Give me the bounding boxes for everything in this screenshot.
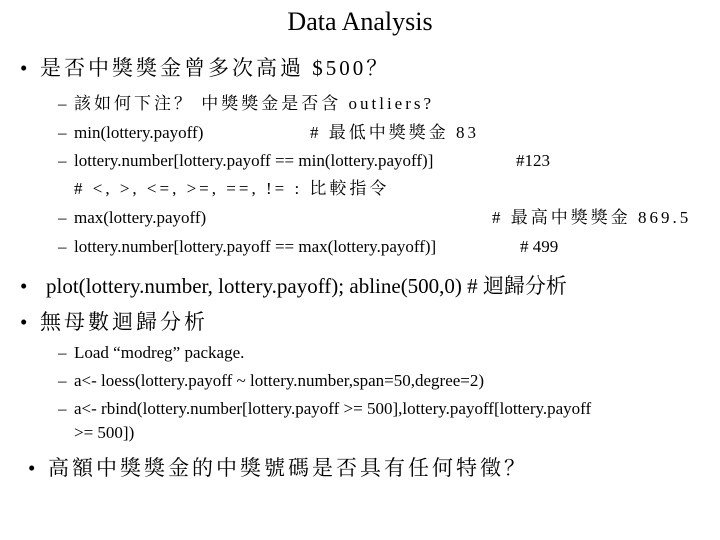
code-comment: # 499 [520, 237, 559, 256]
code-comment: #123 [516, 151, 550, 170]
dash-marker: – [58, 151, 67, 170]
sub-item-continuation [74, 422, 134, 444]
code-comment: # 最低中獎獎金 83 [310, 123, 479, 142]
slide-title: Data Analysis [287, 7, 433, 36]
code-text: max(lottery.payoff) [74, 208, 207, 227]
sub-item-text: 該如何下注？ 中獎獎金是否含 outliers? [74, 94, 435, 113]
dash-marker: – [58, 208, 67, 227]
bullet-marker: • [20, 310, 28, 334]
bullet-marker: • [28, 456, 36, 480]
bullet-text: 無母數迴歸分析 [40, 310, 208, 334]
sub-item-continuation [74, 178, 389, 200]
dash-marker: – [58, 237, 67, 256]
dash-marker: – [58, 343, 67, 362]
bullet-text: plot(lottery.number, lottery.payoff); abline(500,0) # 迴歸分析 [46, 274, 567, 298]
bullet-text: 高額中獎獎金的中獎號碼是否具有任何特徵？ [48, 456, 528, 480]
code-text: lottery.number[lottery.payoff == max(lottery.payoff)] [74, 237, 437, 256]
bullet-marker: • [20, 274, 28, 298]
code-comment: # 最高中獎獎金 869.5 [492, 208, 692, 227]
dash-marker: – [58, 399, 67, 418]
bullet-text: 是否中獎獎金曾多次高過 $500？ [40, 56, 391, 80]
dash-marker: – [58, 371, 67, 390]
code-text: min(lottery.payoff) [74, 123, 204, 142]
sub-item-text: a<- loess(lottery.payoff ~ lottery.number,span=50,degree=2) [74, 371, 485, 390]
dash-marker: – [58, 123, 67, 142]
sub-item-text: >= 500]) [74, 423, 135, 442]
code-text: lottery.number[lottery.payoff == min(lottery.payoff)] [74, 151, 434, 170]
sub-item-text: a<- rbind(lottery.number[lottery.payoff >= 500],lottery.payoff[lottery.payoff [74, 399, 592, 418]
bullet-marker: • [20, 56, 28, 80]
dash-marker: – [58, 94, 67, 113]
sub-item-text: # <, >, <=, >=, ==, != : 比較指令 [74, 179, 390, 198]
sub-item-text: Load “modreg” package. [74, 343, 245, 362]
